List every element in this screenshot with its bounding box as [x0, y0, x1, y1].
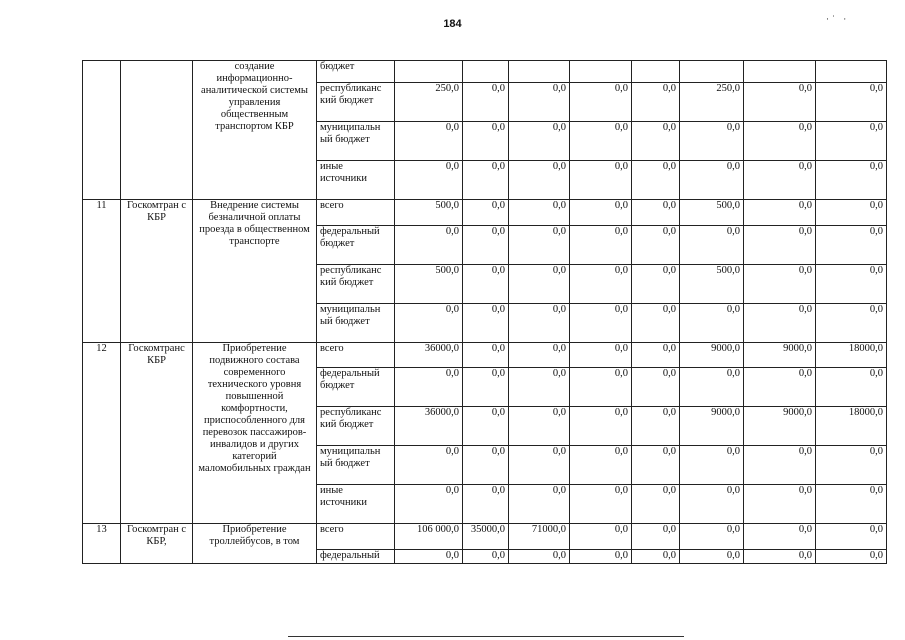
- budget-table: [82, 60, 887, 564]
- amount-cell: 0,0: [816, 485, 887, 524]
- amount-cell: 0,0: [680, 122, 744, 161]
- table-row: [83, 524, 887, 550]
- amount-cell: 0,0: [816, 226, 887, 265]
- amount-cell: 18000,0: [816, 343, 887, 368]
- amount-cell: 500,0: [680, 265, 744, 304]
- amount-cell: 0,0: [570, 407, 632, 446]
- amount-cell: 0,0: [816, 550, 887, 564]
- funding-source-cell: республиканс кий бюджет: [317, 265, 395, 304]
- amount-cell: 0,0: [509, 161, 570, 200]
- amount-cell: [744, 61, 816, 83]
- amount-cell: 0,0: [680, 161, 744, 200]
- amount-cell: 0,0: [463, 226, 509, 265]
- executor-cell: [121, 61, 193, 200]
- amount-cell: 0,0: [816, 446, 887, 485]
- funding-source-cell: иные источники: [317, 485, 395, 524]
- amount-cell: 0,0: [816, 83, 887, 122]
- amount-cell: 0,0: [570, 446, 632, 485]
- amount-cell: 0,0: [744, 161, 816, 200]
- row-index: 13: [83, 524, 121, 564]
- measure-name-cell: Приобретение подвижного состава современного технического уровня повышенной комфортности, приспособленного для перевозок пассажиров-инвалидов и других категорий маломобильных граждан: [193, 343, 317, 524]
- row-index: [83, 61, 121, 200]
- amount-cell: 0,0: [570, 265, 632, 304]
- amount-cell: 0,0: [680, 550, 744, 564]
- amount-cell: 9000,0: [744, 407, 816, 446]
- amount-cell: 0,0: [744, 485, 816, 524]
- amount-cell: 0,0: [680, 446, 744, 485]
- amount-cell: 0,0: [744, 524, 816, 550]
- amount-cell: 71000,0: [509, 524, 570, 550]
- amount-cell: 0,0: [463, 368, 509, 407]
- table-body: [83, 61, 887, 564]
- amount-cell: 0,0: [395, 446, 463, 485]
- page-number: 184: [443, 18, 462, 30]
- measure-name-cell: Приобретение троллейбусов, в том: [193, 524, 317, 564]
- amount-cell: [509, 61, 570, 83]
- amount-cell: 0,0: [509, 226, 570, 265]
- amount-cell: 0,0: [744, 200, 816, 226]
- amount-cell: 35000,0: [463, 524, 509, 550]
- funding-source-cell: федеральный бюджет: [317, 368, 395, 407]
- amount-cell: 500,0: [395, 265, 463, 304]
- amount-cell: 0,0: [632, 83, 680, 122]
- row-index: 12: [83, 343, 121, 524]
- amount-cell: 36000,0: [395, 343, 463, 368]
- amount-cell: 0,0: [816, 304, 887, 343]
- amount-cell: 0,0: [744, 368, 816, 407]
- amount-cell: 0,0: [816, 368, 887, 407]
- table-row: [83, 61, 887, 83]
- funding-source-cell: муниципальн ый бюджет: [317, 122, 395, 161]
- amount-cell: 0,0: [744, 83, 816, 122]
- amount-cell: 0,0: [680, 485, 744, 524]
- amount-cell: 0,0: [509, 265, 570, 304]
- amount-cell: 0,0: [509, 83, 570, 122]
- amount-cell: 0,0: [632, 446, 680, 485]
- amount-cell: [463, 61, 509, 83]
- amount-cell: 0,0: [463, 485, 509, 524]
- amount-cell: 0,0: [570, 200, 632, 226]
- amount-cell: 0,0: [816, 524, 887, 550]
- amount-cell: 0,0: [509, 122, 570, 161]
- amount-cell: 9000,0: [744, 343, 816, 368]
- executor-cell: Госкомтранс КБР: [121, 343, 193, 524]
- amount-cell: 0,0: [632, 343, 680, 368]
- amount-cell: [395, 61, 463, 83]
- amount-cell: 18000,0: [816, 407, 887, 446]
- funding-source-cell: республиканс кий бюджет: [317, 83, 395, 122]
- amount-cell: 0,0: [509, 343, 570, 368]
- scan-specks: ·˙ ·: [826, 14, 850, 24]
- funding-source-cell: иные источники: [317, 161, 395, 200]
- amount-cell: 0,0: [744, 550, 816, 564]
- amount-cell: 0,0: [570, 524, 632, 550]
- amount-cell: 0,0: [570, 161, 632, 200]
- funding-source-cell: федеральный бюджет: [317, 226, 395, 265]
- amount-cell: 0,0: [395, 550, 463, 564]
- footer-rule: [288, 636, 684, 637]
- amount-cell: 0,0: [509, 200, 570, 226]
- amount-cell: 0,0: [395, 161, 463, 200]
- amount-cell: 0,0: [509, 407, 570, 446]
- amount-cell: 0,0: [744, 446, 816, 485]
- amount-cell: 0,0: [680, 226, 744, 265]
- amount-cell: [570, 61, 632, 83]
- amount-cell: 0,0: [744, 122, 816, 161]
- executor-cell: Госкомтран с КБР,: [121, 524, 193, 564]
- amount-cell: 0,0: [509, 550, 570, 564]
- amount-cell: 0,0: [463, 407, 509, 446]
- funding-source-cell: республиканс кий бюджет: [317, 407, 395, 446]
- amount-cell: 0,0: [632, 265, 680, 304]
- amount-cell: 250,0: [680, 83, 744, 122]
- amount-cell: 0,0: [816, 200, 887, 226]
- amount-cell: 0,0: [816, 122, 887, 161]
- amount-cell: 0,0: [463, 161, 509, 200]
- amount-cell: 0,0: [632, 161, 680, 200]
- amount-cell: 0,0: [570, 83, 632, 122]
- amount-cell: 0,0: [632, 200, 680, 226]
- amount-cell: [816, 61, 887, 83]
- amount-cell: 0,0: [463, 200, 509, 226]
- amount-cell: 0,0: [744, 265, 816, 304]
- amount-cell: 0,0: [395, 226, 463, 265]
- amount-cell: 0,0: [463, 265, 509, 304]
- amount-cell: 9000,0: [680, 407, 744, 446]
- funding-source-cell: муниципальн ый бюджет: [317, 446, 395, 485]
- amount-cell: 0,0: [744, 226, 816, 265]
- amount-cell: 0,0: [632, 524, 680, 550]
- amount-cell: 0,0: [680, 368, 744, 407]
- measure-name-cell: создание информационно-аналитической системы управления общественным транспортом КБР: [193, 61, 317, 200]
- amount-cell: 0,0: [632, 122, 680, 161]
- funding-source-cell: федеральный: [317, 550, 395, 564]
- amount-cell: 0,0: [463, 83, 509, 122]
- amount-cell: 0,0: [570, 485, 632, 524]
- amount-cell: 0,0: [632, 407, 680, 446]
- amount-cell: 0,0: [395, 304, 463, 343]
- amount-cell: 500,0: [395, 200, 463, 226]
- amount-cell: 0,0: [570, 368, 632, 407]
- amount-cell: 0,0: [395, 485, 463, 524]
- amount-cell: 0,0: [463, 304, 509, 343]
- amount-cell: [632, 61, 680, 83]
- amount-cell: 0,0: [632, 485, 680, 524]
- amount-cell: 0,0: [570, 343, 632, 368]
- amount-cell: 0,0: [395, 122, 463, 161]
- measure-name-cell: Внедрение системы безналичной оплаты проезда в общественном транспорте: [193, 200, 317, 343]
- row-index: 11: [83, 200, 121, 343]
- funding-source-cell: всего: [317, 524, 395, 550]
- funding-source-cell: всего: [317, 343, 395, 368]
- table-row: [83, 343, 887, 368]
- executor-cell: Госкомтран с КБР: [121, 200, 193, 343]
- funding-source-cell: всего: [317, 200, 395, 226]
- amount-cell: 0,0: [632, 304, 680, 343]
- amount-cell: 0,0: [395, 368, 463, 407]
- amount-cell: 0,0: [463, 550, 509, 564]
- amount-cell: 0,0: [816, 161, 887, 200]
- amount-cell: 0,0: [509, 446, 570, 485]
- amount-cell: 0,0: [509, 368, 570, 407]
- amount-cell: 0,0: [632, 368, 680, 407]
- funding-source-cell: бюджет: [317, 61, 395, 83]
- amount-cell: 0,0: [463, 122, 509, 161]
- amount-cell: 0,0: [680, 524, 744, 550]
- funding-source-cell: муниципальн ый бюджет: [317, 304, 395, 343]
- amount-cell: 106 000,0: [395, 524, 463, 550]
- amount-cell: 0,0: [509, 485, 570, 524]
- amount-cell: 250,0: [395, 83, 463, 122]
- amount-cell: 0,0: [509, 304, 570, 343]
- amount-cell: 9000,0: [680, 343, 744, 368]
- amount-cell: 0,0: [744, 304, 816, 343]
- amount-cell: 0,0: [570, 226, 632, 265]
- amount-cell: 0,0: [632, 550, 680, 564]
- amount-cell: 0,0: [463, 343, 509, 368]
- amount-cell: 0,0: [680, 304, 744, 343]
- amount-cell: 500,0: [680, 200, 744, 226]
- amount-cell: 0,0: [570, 122, 632, 161]
- amount-cell: [680, 61, 744, 83]
- amount-cell: 0,0: [570, 550, 632, 564]
- amount-cell: 0,0: [463, 446, 509, 485]
- amount-cell: 0,0: [632, 226, 680, 265]
- amount-cell: 36000,0: [395, 407, 463, 446]
- amount-cell: 0,0: [570, 304, 632, 343]
- amount-cell: 0,0: [816, 265, 887, 304]
- table-row: [83, 200, 887, 226]
